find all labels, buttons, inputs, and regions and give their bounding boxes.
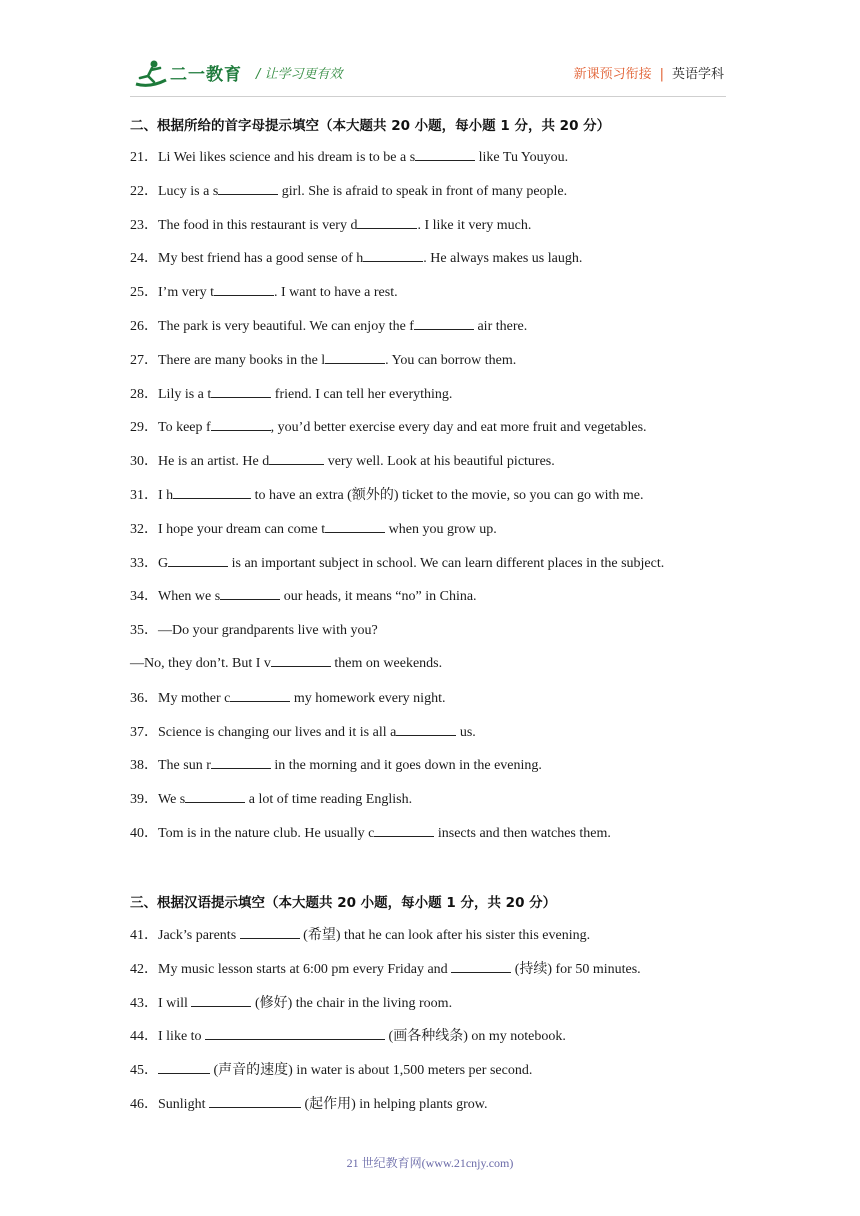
question-item	[130, 281, 398, 301]
question-number: 28．	[130, 386, 158, 402]
question-number: 29．	[130, 420, 158, 436]
question-text: My mother c	[158, 690, 231, 706]
question-number: 33．	[130, 555, 158, 571]
answer-blank[interactable]	[325, 350, 385, 364]
question-number: 35．	[130, 623, 158, 639]
question-text-after: . He always makes us laugh.	[423, 251, 583, 267]
question-number: 44．	[130, 1029, 158, 1045]
subject-label: 英语学科	[671, 67, 724, 82]
answer-blank[interactable]	[209, 1094, 301, 1108]
question-item	[130, 788, 412, 808]
answer-blank[interactable]	[191, 993, 251, 1007]
logo-text: 二一教育	[170, 65, 242, 85]
question-item	[130, 1093, 487, 1113]
question-item	[130, 552, 664, 572]
question-text: Sunlight	[158, 1097, 209, 1112]
answer-blank[interactable]	[211, 417, 271, 431]
question-number: 39．	[130, 792, 158, 808]
question-item	[130, 180, 567, 200]
question-text: I will	[158, 995, 192, 1011]
question-number: 46．	[130, 1097, 158, 1112]
question-text: The sun r	[158, 758, 211, 774]
question-item	[130, 315, 527, 335]
answer-blank[interactable]	[396, 722, 456, 736]
answer-blank[interactable]	[220, 586, 280, 600]
question-item	[130, 247, 582, 267]
question-item	[130, 518, 497, 538]
question-number: 25．	[130, 285, 158, 301]
answer-blank[interactable]	[269, 451, 324, 465]
answer-blank[interactable]	[230, 688, 290, 702]
question-item	[130, 992, 452, 1012]
question-text-after: , you’d better exercise every day and eat more fruit and vegetables.	[270, 420, 647, 436]
answer-blank[interactable]	[211, 384, 271, 398]
question-text-after: . I like it very much.	[417, 217, 532, 233]
answer-blank[interactable]	[214, 282, 274, 296]
question-item	[130, 721, 476, 741]
question-item	[130, 653, 442, 672]
answer-blank[interactable]	[325, 519, 385, 533]
question-item	[130, 416, 647, 436]
question-text-after: my homework every night.	[290, 690, 446, 706]
question-number: 43．	[130, 995, 158, 1011]
question-text: G	[158, 555, 169, 571]
question-item	[130, 585, 477, 605]
header-separator: |	[659, 67, 664, 82]
question-number: 24．	[130, 251, 158, 267]
question-text-after: . I want to have a rest.	[273, 285, 398, 301]
question-text: Science is changing our lives and it is all a	[158, 724, 397, 740]
question-item	[130, 349, 516, 369]
question-number: 30．	[130, 454, 158, 470]
question-text-after: girl. She is afraid to speak in front of many people.	[278, 183, 568, 199]
question-text: My music lesson starts at 6:00 pm every Friday and	[158, 961, 452, 977]
question-text-after: very well. Look at his beautiful pictures.	[324, 454, 555, 470]
question-number: 23．	[130, 217, 158, 233]
question-text-after: in the morning and it goes down in the evening.	[270, 758, 542, 774]
question-text-after: friend. I can tell her everything.	[271, 386, 453, 402]
answer-blank[interactable]	[211, 755, 271, 769]
slogan: / 让学习更有效	[256, 67, 343, 82]
question-text: Tom is in the nature club. He usually c	[158, 826, 375, 841]
question-item	[130, 450, 555, 470]
question-item	[130, 484, 643, 504]
question-text-after: insects and then watches them.	[434, 826, 611, 841]
question-text: —No, they don’t. But I v	[130, 656, 271, 671]
question-text: The park is very beautiful. We can enjoy the f	[158, 319, 414, 334]
header-subject	[574, 63, 724, 82]
question-item	[130, 958, 641, 978]
question-text-after: (持续) for 50 minutes.	[511, 961, 641, 977]
question-text-after: (声音的速度) in water is about 1,500 meters per second.	[210, 1063, 533, 1079]
question-number: 45．	[130, 1063, 158, 1079]
answer-blank[interactable]	[240, 925, 300, 939]
question-number: 41．	[130, 928, 158, 943]
question-text-after: (起作用) in helping plants grow.	[300, 1097, 488, 1112]
section-3-title: 三、根据汉语提示填空（本大题共 20 小题，每小题 1 分，共 20 分）	[130, 895, 557, 911]
question-text-after: when you grow up.	[385, 521, 497, 537]
question-item	[130, 1059, 532, 1079]
question-number: 26．	[130, 319, 158, 334]
question-item	[130, 383, 452, 403]
answer-blank[interactable]	[218, 181, 278, 195]
question-item	[130, 214, 531, 234]
question-number: 37．	[130, 724, 158, 740]
question-text-after: (希望) that he can look after his sister this evening.	[299, 928, 591, 943]
answer-blank[interactable]	[415, 147, 475, 161]
question-text: I like to	[158, 1029, 206, 1045]
question-number: 32．	[130, 521, 158, 537]
question-number: 40．	[130, 826, 158, 841]
question-number: 22．	[130, 183, 158, 199]
question-text-after: our heads, it means “no” in China.	[280, 589, 477, 605]
question-text: I h	[158, 488, 174, 503]
answer-blank[interactable]	[374, 823, 434, 837]
header-divider	[130, 96, 726, 97]
course-label: 新课预习衔接	[573, 67, 652, 82]
question-text: Lily is a t	[158, 386, 212, 402]
question-item	[130, 146, 568, 166]
question-number: 34．	[130, 589, 158, 605]
question-text: Jack’s parents	[158, 928, 240, 943]
question-text: He is an artist. He d	[158, 454, 270, 470]
question-number: 42．	[130, 961, 158, 977]
question-text-after: to have an extra (额外的) ticket to the movie, so you can go with me.	[251, 488, 644, 503]
question-number: 36．	[130, 690, 158, 706]
question-text-after: a lot of time reading English.	[245, 792, 413, 808]
question-item	[130, 924, 590, 944]
question-text: When we s	[158, 589, 221, 605]
question-item	[130, 754, 542, 774]
page-header	[130, 52, 726, 96]
page-footer: 21 世纪教育网(www.21cnjy.com)	[346, 1156, 514, 1170]
question-text: We s	[158, 792, 186, 808]
answer-blank[interactable]	[451, 959, 511, 973]
section-2-title: 二、根据所给的首字母提示填空（本大题共 20 小题，每小题 1 分，共 20 分）	[130, 118, 611, 134]
question-item	[130, 1025, 566, 1045]
question-text: There are many books in the l	[158, 352, 326, 368]
question-number: 21．	[130, 150, 158, 165]
answer-blank[interactable]	[158, 1060, 210, 1074]
question-text-after: air there.	[473, 319, 528, 334]
question-text-after: . You can borrow them.	[385, 352, 517, 368]
answer-blank[interactable]	[173, 485, 251, 499]
answer-blank[interactable]	[357, 215, 417, 229]
question-text: The food in this restaurant is very d	[158, 217, 358, 233]
question-text-after: is an important subject in school. We can learn different places in the subject.	[228, 555, 665, 571]
question-text: To keep f	[158, 420, 211, 436]
question-text: —Do your grandparents live with you?	[158, 623, 378, 639]
question-text: Lucy is a s	[158, 183, 219, 199]
question-text: Li Wei likes science and his dream is to be a s	[158, 150, 416, 165]
question-text-after: them on weekends.	[330, 656, 443, 671]
answer-blank[interactable]	[168, 553, 228, 567]
answer-blank[interactable]	[363, 248, 423, 262]
answer-blank[interactable]	[414, 316, 474, 330]
answer-blank[interactable]	[205, 1026, 385, 1040]
question-text-after: (修好) the chair in the living room.	[251, 995, 453, 1011]
question-item	[130, 822, 611, 842]
answer-blank[interactable]	[185, 789, 245, 803]
question-item	[130, 619, 378, 639]
question-text-after: (画各种线条) on my notebook.	[385, 1029, 566, 1045]
question-text-after: us.	[456, 724, 476, 740]
question-text: My best friend has a good sense of h	[158, 251, 364, 267]
question-number: 38．	[130, 758, 158, 774]
question-number: 27．	[130, 352, 158, 368]
question-item	[130, 687, 445, 707]
question-number: 31．	[130, 488, 158, 503]
question-text: I hope your dream can come t	[158, 521, 326, 537]
question-text: I’m very t	[158, 285, 214, 301]
question-text-after: like Tu Youyou.	[475, 150, 569, 165]
answer-blank[interactable]	[271, 653, 331, 667]
